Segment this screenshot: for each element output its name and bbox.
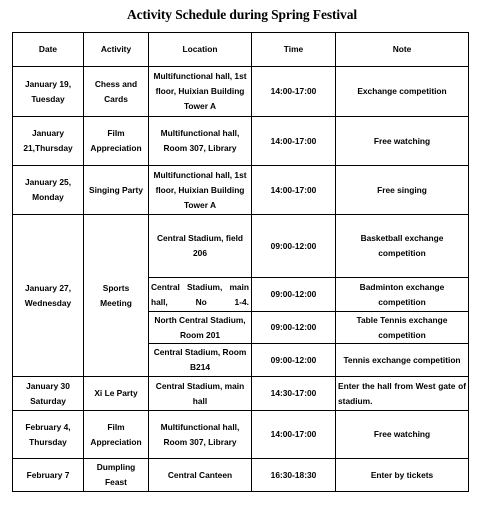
cell-note: Badminton exchange competition: [336, 278, 469, 312]
header-activity: Activity: [84, 33, 149, 67]
header-note: Note: [336, 33, 469, 67]
cell-time: 14:30-17:00: [252, 377, 336, 411]
cell-location: Central Stadium, main hall, No 1-4.: [149, 278, 252, 312]
header-date: Date: [13, 33, 84, 67]
cell-note: Tennis exchange competition: [336, 344, 469, 377]
cell-location: Multifunctional hall, 1st floor, Huixian Building Tower A: [149, 67, 252, 117]
table-row: [13, 215, 469, 278]
schedule-table: [12, 32, 469, 492]
cell-activity: Sports Meeting: [84, 215, 149, 377]
cell-time: 09:00-12:00: [252, 215, 336, 278]
cell-time: 16:30-18:30: [252, 459, 336, 492]
header-row: [13, 33, 469, 67]
cell-date: February 4, Thursday: [13, 411, 84, 459]
cell-activity: Chess and Cards: [84, 67, 149, 117]
header-time: Time: [252, 33, 336, 67]
cell-activity: Xi Le Party: [84, 377, 149, 411]
table-row: [13, 377, 469, 411]
cell-time: 14:00-17:00: [252, 411, 336, 459]
cell-note: Free watching: [336, 411, 469, 459]
table-row: [13, 166, 469, 215]
cell-activity: Singing Party: [84, 166, 149, 215]
table-row: [13, 117, 469, 166]
cell-note: Free watching: [336, 117, 469, 166]
cell-date: January 25, Monday: [13, 166, 84, 215]
cell-note: Basketball exchange competition: [336, 215, 469, 278]
cell-location: Central Stadium, main hall: [149, 377, 252, 411]
header-location: Location: [149, 33, 252, 67]
table-row: [13, 459, 469, 492]
cell-time: 09:00-12:00: [252, 278, 336, 312]
cell-time: 09:00-12:00: [252, 312, 336, 344]
cell-date: January 19, Tuesday: [13, 67, 84, 117]
cell-location: North Central Stadium, Room 201: [149, 312, 252, 344]
cell-location: Multifunctional hall, Room 307, Library: [149, 411, 252, 459]
cell-note: Exchange competition: [336, 67, 469, 117]
cell-activity: Dumpling Feast: [84, 459, 149, 492]
table-row: [13, 67, 469, 117]
cell-date: January 27, Wednesday: [13, 215, 84, 377]
cell-time: 09:00-12:00: [252, 344, 336, 377]
cell-time: 14:00-17:00: [252, 166, 336, 215]
cell-note: Free singing: [336, 166, 469, 215]
cell-activity: Film Appreciation: [84, 117, 149, 166]
cell-time: 14:00-17:00: [252, 117, 336, 166]
cell-location: Multifunctional hall, 1st floor, Huixian Building Tower A: [149, 166, 252, 215]
page-title: Activity Schedule during Spring Festival: [126, 7, 358, 22]
cell-time: 14:00-17:00: [252, 67, 336, 117]
cell-note: Table Tennis exchange competition: [336, 312, 469, 344]
table-row: [13, 411, 469, 459]
cell-date: January 21,Thursday: [13, 117, 84, 166]
cell-date: January 30 Saturday: [13, 377, 84, 411]
cell-activity: Film Appreciation: [84, 411, 149, 459]
cell-note: Enter the hall from West gate of stadium.: [336, 377, 469, 411]
cell-location: Central Stadium, Room B214: [149, 344, 252, 377]
cell-note: Enter by tickets: [336, 459, 469, 492]
cell-location: Multifunctional hall, Room 307, Library: [149, 117, 252, 166]
cell-location: Central Canteen: [149, 459, 252, 492]
cell-date: February 7: [13, 459, 84, 492]
cell-location: Central Stadium, field 206: [149, 215, 252, 278]
